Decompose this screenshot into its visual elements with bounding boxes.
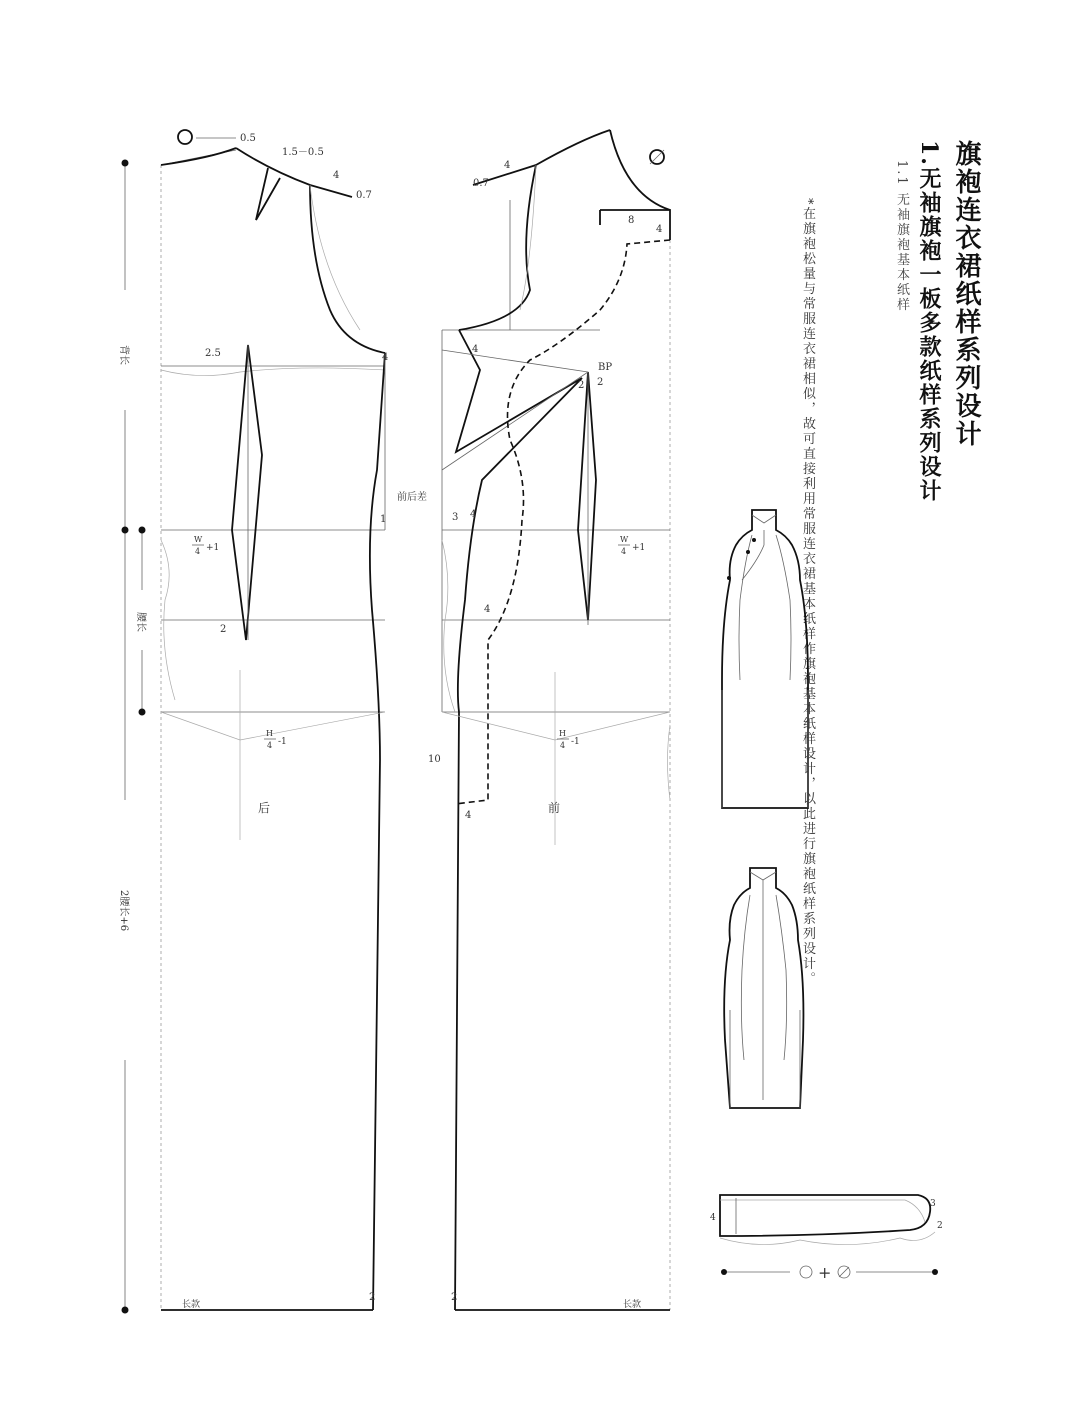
collar-pattern — [710, 1195, 943, 1282]
front-shoulder-a: 4 — [504, 160, 511, 171]
front-hem-rise: 2 — [451, 1292, 458, 1303]
subsection-title: 1.1 无袖旗袍基本纸样 — [894, 160, 909, 313]
scale-point-hem — [122, 1307, 129, 1314]
front-hip-formula — [557, 729, 580, 750]
front-shoulder-b: 0.7 — [473, 178, 489, 189]
back-dart-top: 2.5 — [205, 348, 221, 359]
scale-point-waist-b — [139, 527, 146, 534]
front-hem-label: 长款 — [623, 1300, 642, 1310]
front-placket-4: 4 — [484, 604, 491, 615]
back-shoulder-a: 1.5－0.5 — [282, 147, 324, 158]
front-side-4a: 4 — [470, 509, 477, 520]
back-hem-rise: 2 — [369, 1292, 376, 1303]
scale-point-waist — [122, 527, 129, 534]
svg-text:-1: -1 — [571, 737, 580, 747]
collar-end-a: 3 — [930, 1199, 936, 1209]
svg-text:4: 4 — [621, 547, 627, 556]
back-armhole-drop: 4 — [382, 352, 389, 363]
front-bp-label: BP — [598, 362, 613, 373]
front-armhole-a: 4 — [472, 344, 479, 355]
back-hip-formula — [264, 729, 287, 750]
scale-point-hip — [139, 709, 146, 716]
svg-text:+1: +1 — [632, 543, 646, 553]
front-bp-b: 2 — [597, 377, 604, 388]
collar-point-left — [721, 1269, 727, 1275]
page-title: 旗袍连衣裙纸样系列设计 — [951, 140, 981, 448]
collar-formula-plus: + — [818, 1263, 832, 1282]
dress-sketch-front — [722, 510, 808, 808]
front-waist-formula — [618, 535, 645, 556]
front-neck-side: 4 — [656, 224, 663, 235]
front-piece-label: 前 — [548, 801, 561, 815]
skirt-length-label: 2腰长+6 — [118, 890, 129, 932]
back-shoulder-b: 4 — [333, 170, 340, 181]
svg-text:W: W — [620, 535, 629, 544]
back-length-label: 背长 — [118, 345, 129, 365]
back-piece-label: 后 — [258, 801, 271, 815]
front-side-3: 3 — [452, 512, 459, 523]
waist-length-label: 腰长 — [135, 612, 146, 632]
front-placket-10: 10 — [428, 754, 441, 765]
collar-point-right — [932, 1269, 938, 1275]
back-waist-formula — [192, 535, 219, 556]
scale-point-top — [122, 160, 129, 167]
svg-text:H: H — [559, 729, 566, 738]
back-side-rise: 1 — [380, 514, 387, 525]
section-title: 1.无袖旗袍一板多款纸样系列设计 — [916, 140, 942, 503]
back-neck-symbol — [178, 130, 192, 144]
svg-text:4: 4 — [267, 741, 273, 750]
back-shoulder-c: 0.7 — [356, 190, 372, 201]
svg-text:+1: +1 — [206, 543, 220, 553]
left-scale — [118, 160, 149, 1314]
svg-text:H: H — [266, 729, 273, 738]
svg-text:-1: -1 — [278, 737, 287, 747]
back-balance-label: 前后差 — [397, 492, 427, 503]
svg-text:W: W — [194, 535, 203, 544]
back-hem-label: 长款 — [182, 1300, 201, 1310]
back-piece — [161, 130, 427, 1310]
collar-height: 4 — [710, 1213, 716, 1223]
front-piece — [428, 130, 670, 1310]
collar-end-b: 2 — [937, 1221, 943, 1231]
front-neck-drop: 8 — [628, 215, 635, 226]
dress-sketch-back — [724, 868, 803, 1108]
back-neck-width: 0.5 — [240, 133, 256, 144]
description-note: *在旗袍松量与常服连衣裙相似，故可直接利用常服连衣裙基本纸样作旗袍基本纸样设计，以此进行旗袍纸样系列设计。 — [800, 198, 815, 987]
front-bp-a: 2 — [578, 380, 585, 391]
svg-text:4: 4 — [560, 741, 566, 750]
back-dart-bottom: 2 — [220, 624, 227, 635]
front-placket-4b: 4 — [465, 810, 472, 821]
back-neck-circle-icon — [800, 1266, 812, 1278]
svg-text:4: 4 — [195, 547, 201, 556]
